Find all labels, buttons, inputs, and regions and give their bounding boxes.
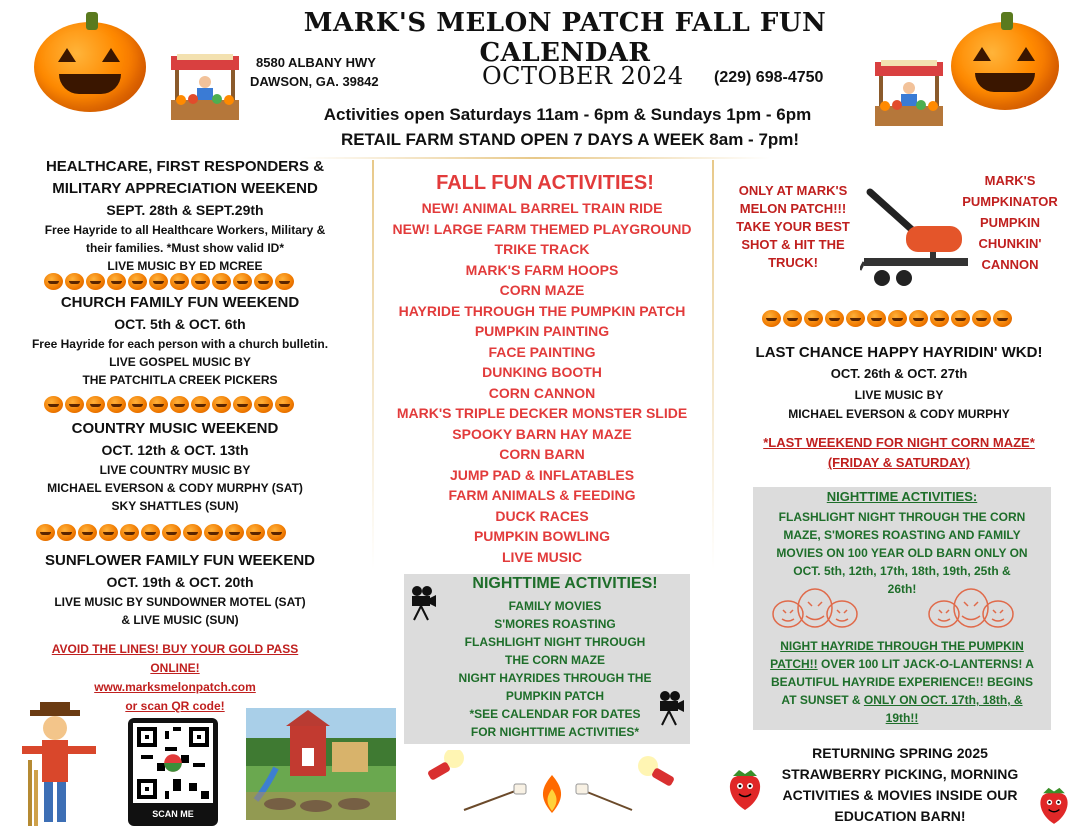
nighttime-item: FAMILY MOVIES (508, 599, 602, 613)
activity-item: CORN MAZE (499, 282, 585, 298)
weekend-2-dates: OCT. 5th & OCT. 6th (114, 316, 246, 332)
jack-o-lantern-icon (951, 22, 1059, 110)
activity-item: NEW! ANIMAL BARREL TRAIN RIDE (421, 200, 663, 216)
farm-stand-icon (871, 58, 947, 130)
right-nighttime-line: 26th! (887, 582, 917, 596)
cannon-title (945, 170, 1075, 275)
weekend-3-music: LIVE COUNTRY MUSIC BY (99, 463, 251, 477)
pumpkin-divider (36, 521, 286, 543)
weekend-2-desc: Free Hayride for each person with a church bulletin. (31, 337, 329, 351)
weekend-2-music: THE PATCHITLA CREEK PICKERS (82, 373, 278, 387)
night-hayride-line: NIGHT HAYRIDE THROUGH THE PUMPKIN (780, 639, 1024, 653)
scarecrow-icon (20, 700, 100, 830)
night-hayride (753, 637, 1051, 727)
last-corn-maze-note: (FRIDAY & SATURDAY) (827, 455, 971, 470)
right-nighttime-line: FLASHLIGHT NIGHT THROUGH THE CORN (778, 510, 1026, 524)
nighttime-item: PUMPKIN PATCH (505, 689, 605, 703)
gold-pass-link[interactable]: ONLINE! (150, 661, 200, 675)
activity-item: LIVE MUSIC (501, 548, 583, 565)
nighttime-item: NIGHT HAYRIDES THROUGH THE (458, 671, 652, 685)
weekend-4-dates: OCT. 19th & OCT. 20th (106, 574, 254, 590)
spring-line: STRAWBERRY PICKING, MORNING (781, 766, 1019, 782)
last-weekend-title: LAST CHANCE HAPPY HAYRIDIN' WKD! (755, 344, 1043, 361)
night-hayride-line: 19th!! (885, 711, 919, 725)
right-nighttime-line: OCT. 5th, 12th, 17th, 18th, 19th, 25th & (793, 564, 1011, 578)
activity-item: DUNKING BOOTH (482, 364, 602, 380)
weekend-1-desc: their families. *Must show valid ID* (85, 241, 285, 255)
nighttime-item: S'MORES ROASTING (494, 617, 616, 631)
only-at-line: ONLY AT MARK'S (738, 183, 848, 198)
weekend-4-music: LIVE MUSIC BY SUNDOWNER MOTEL (SAT) (54, 595, 306, 609)
outline-pumpkins-icon (926, 584, 1016, 630)
scan-note: or scan QR code! (125, 699, 225, 713)
weekend-1 (0, 156, 370, 275)
weekend-2-title: CHURCH FAMILY FUN WEEKEND (60, 294, 300, 311)
activities-title: FALL FUN ACTIVITIES! (436, 172, 654, 194)
divider (300, 157, 770, 159)
nighttime-item: *SEE CALENDAR FOR DATES (469, 707, 641, 721)
playground-photo (246, 708, 396, 820)
weekend-3-music: MICHAEL EVERSON & CODY MURPHY (SAT) (47, 481, 303, 495)
activity-item: JUMP PAD & INFLATABLES (449, 466, 635, 483)
night-hayride-line: PATCH!! (770, 657, 818, 671)
activity-item: PUMPKIN BOWLING (473, 528, 611, 544)
strawberry-icon (725, 766, 765, 812)
cannon-line: PUMPKIN (980, 215, 1040, 230)
last-weekend-dates: OCT. 26th & OCT. 27th (830, 366, 968, 381)
weekend-1-title: HEALTHCARE, FIRST RESPONDERS & (45, 158, 325, 175)
campfire-icon (534, 773, 570, 815)
spring-line: EDUCATION BARN! (834, 808, 966, 824)
last-corn-maze-note: *LAST WEEKEND FOR NIGHT CORN MAZE* (763, 435, 1035, 450)
activity-item: FACE PAINTING (488, 343, 596, 360)
activity-item: CORN BARN (499, 446, 585, 462)
activity-item: HAYRIDE THROUGH THE PUMPKIN PATCH (398, 302, 686, 319)
qr-code-icon (133, 723, 213, 803)
night-hayride-line: BEAUTIFUL HAYRIDE EXPERIENCE!! BEGINS (770, 675, 1034, 689)
pumpkin-divider (44, 393, 294, 415)
spring-line: RETURNING SPRING 2025 (812, 745, 988, 761)
website-link[interactable]: www.marksmelonpatch.com (94, 680, 256, 694)
cannon-line: PUMPKINATOR (962, 194, 1058, 209)
right-nighttime-line: MAZE, S'MORES ROASTING AND FAMILY (783, 528, 1021, 542)
spring-2025 (765, 743, 1035, 827)
weekend-2 (0, 292, 360, 389)
nighttime-list (430, 597, 680, 741)
only-at-line: TRUCK! (768, 255, 818, 270)
address-line-2: DAWSON, GA. 39842 (250, 74, 379, 89)
month-title: OCTOBER 2024 (482, 62, 684, 90)
outline-pumpkins-icon (770, 584, 860, 630)
weekend-1-dates: SEPT. 28th & SEPT.29th (106, 202, 264, 218)
qr-label: SCAN ME (152, 809, 194, 819)
last-weekend-music: LIVE MUSIC BY (854, 388, 944, 402)
hours-line: Activities open Saturdays 11am - 6pm & Sundays 1pm - 6pm (323, 105, 812, 124)
night-hayride-line: ONLY ON OCT. 17th, 18th, & (863, 693, 1023, 707)
activity-item: SPOOKY BARN HAY MAZE (452, 425, 632, 442)
page-title: MARK'S MELON PATCH FALL FUN CALENDAR (303, 8, 827, 68)
activity-item: CORN CANNON (488, 384, 596, 401)
activity-item: NEW! LARGE FARM THEMED PLAYGROUND (392, 220, 692, 237)
weekend-3-title: COUNTRY MUSIC WEEKEND (71, 420, 279, 437)
activity-item: TRIKE TRACK (494, 241, 590, 257)
spring-line: ACTIVITIES & MOVIES INSIDE OUR (782, 787, 1018, 803)
nighttime-item: FLASHLIGHT NIGHT THROUGH (464, 635, 646, 649)
night-hayride-line: OVER 100 LIT JACK-O-LANTERNS! A (817, 657, 1034, 671)
weekend-1-title: MILITARY APPRECIATION WEEKEND (52, 180, 318, 197)
nighttime-item: THE CORN MAZE (505, 653, 605, 667)
last-weekend-music: MICHAEL EVERSON & CODY MURPHY (788, 407, 1010, 421)
nighttime-title: NIGHTTIME ACTIVITIES! (472, 575, 658, 592)
weekend-3-music: SKY SHATTLES (SUN) (111, 499, 239, 513)
right-nighttime-line: MOVIES ON 100 YEAR OLD BARN ONLY ON (776, 546, 1028, 560)
flashlight-icon (638, 756, 682, 792)
pumpkin-divider (44, 270, 294, 292)
weekend-4-title: SUNFLOWER FAMILY FUN WEEKEND (44, 552, 315, 569)
night-hayride-line: AT SUNSET & (781, 693, 864, 707)
cannon-line: CHUNKIN' (978, 236, 1042, 251)
marshmallow-stick-icon (574, 782, 634, 812)
weekend-1-desc: Free Hayride to all Healthcare Workers, Military & (44, 223, 326, 237)
flashlight-icon (420, 750, 464, 786)
farm-stand-icon (167, 52, 243, 124)
weekend-1-music: LIVE MUSIC BY ED MCREE (107, 259, 263, 273)
qr-code[interactable] (128, 718, 218, 826)
activity-item: FARM ANIMALS & FEEDING (448, 487, 636, 503)
jack-o-lantern-icon (34, 22, 146, 112)
strawberry-icon (1036, 784, 1072, 826)
cannon-line: CANNON (981, 257, 1039, 272)
marshmallow-stick-icon (462, 782, 532, 812)
only-at-line: SHOT & HIT THE (741, 237, 845, 252)
only-at-marks (722, 182, 864, 272)
pumpkin-divider (762, 307, 1012, 329)
gold-pass-link[interactable]: AVOID THE LINES! BUY YOUR GOLD PASS (51, 642, 299, 656)
only-at-line: MELON PATCH!!! (739, 201, 847, 216)
address-line-1: 8580 ALBANY HWY (256, 55, 376, 70)
retail-line: RETAIL FARM STAND OPEN 7 DAYS A WEEK 8am - 7pm! (340, 130, 800, 149)
last-weekend (722, 342, 1076, 473)
weekend-3 (0, 418, 350, 515)
activities-list (370, 198, 714, 567)
weekend-4-music: & LIVE MUSIC (SUN) (121, 613, 239, 627)
phone-number: (229) 698-4750 (714, 69, 824, 86)
weekend-3-dates: OCT. 12th & OCT. 13th (101, 442, 249, 458)
cannon-line: MARK'S (984, 173, 1036, 188)
activity-item: PUMPKIN PAINTING (474, 323, 610, 339)
weekend-4 (0, 550, 360, 629)
activity-item: MARK'S FARM HOOPS (465, 261, 619, 278)
activity-item: DUCK RACES (495, 507, 589, 524)
only-at-line: TAKE YOUR BEST (736, 219, 850, 234)
right-nighttime-title: NIGHTTIME ACTIVITIES: (826, 489, 978, 504)
activity-item: MARK'S TRIPLE DECKER MONSTER SLIDE (396, 405, 688, 421)
nighttime-item: FOR NIGHTTIME ACTIVITIES* (470, 725, 640, 739)
weekend-2-music: LIVE GOSPEL MUSIC BY (109, 355, 251, 369)
